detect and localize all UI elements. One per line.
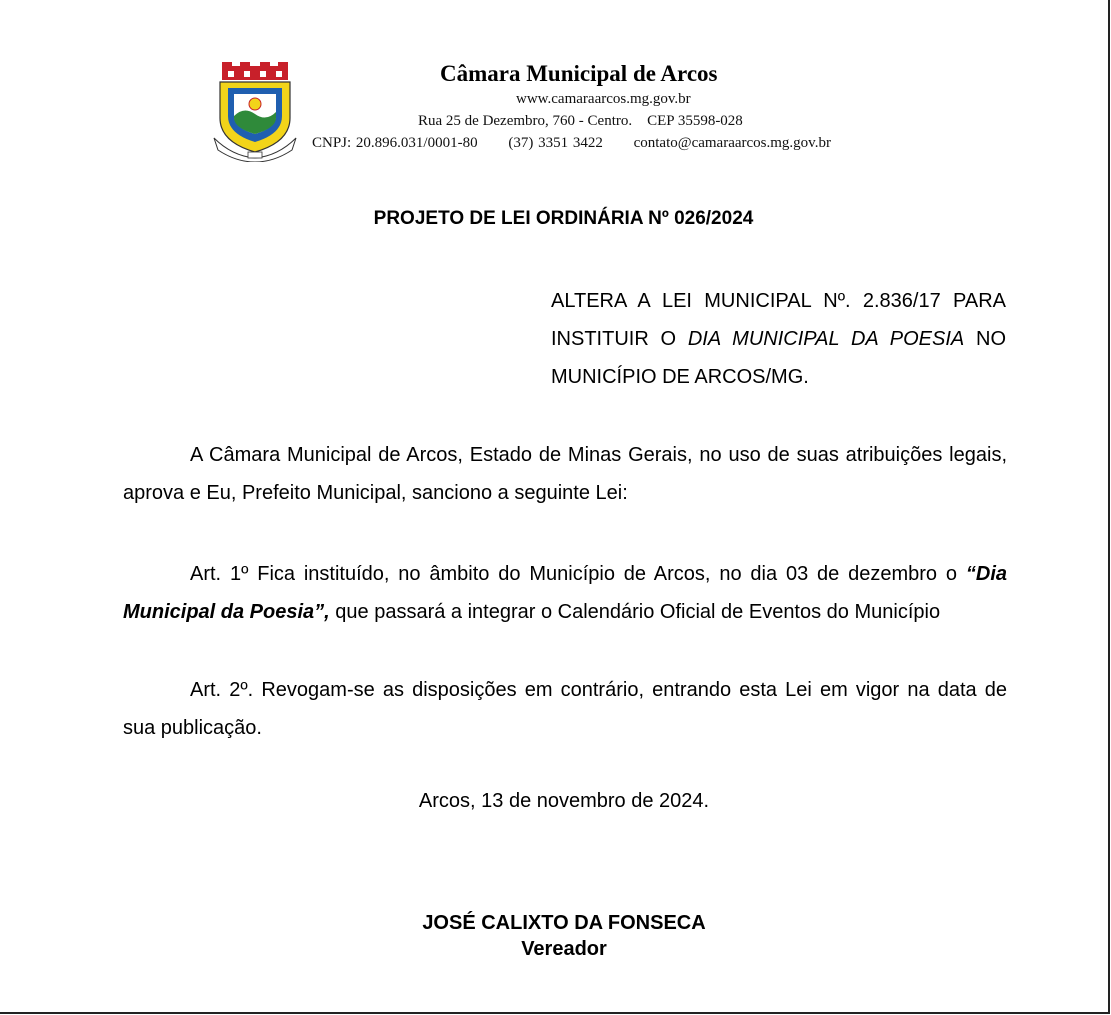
ementa-part1: ALTERA A LEI MUNICIPAL Nº. 2.836/17 PARA INSTITUIR O	[551, 290, 1006, 350]
article-2	[123, 671, 1007, 747]
cnpj: CNPJ: 20.896.031/0001-80	[312, 135, 478, 151]
ementa-italic: DIA MUNICIPAL DA POESIA	[687, 328, 965, 350]
signature-block	[0, 910, 1111, 962]
article-2-text: Art. 2º. Revogam-se as disposições em contrário, entrando esta Lei em vigor na data de sua publicação.	[123, 679, 1007, 739]
contact-line	[300, 132, 950, 154]
preamble-paragraph	[123, 436, 1007, 512]
document-title: PROJETO DE LEI ORDINÁRIA Nº 026/2024	[373, 208, 754, 229]
institution-name: Câmara Municipal de Arcos	[440, 61, 718, 86]
municipal-coat-of-arms-icon	[212, 60, 298, 162]
signer-role: Vereador	[521, 938, 607, 960]
ementa-part2: NO MUNICÍPIO DE ARCOS/MG.	[551, 328, 1006, 388]
website-link[interactable]: www.camaraarcos.mg.gov.br	[516, 91, 691, 107]
preamble-text: A Câmara Municipal de Arcos, Estado de Minas Gerais, no uso de suas atribuições legais, aprova e Eu, Prefeito Municipal, sanciono a seguinte Lei:	[123, 444, 1007, 504]
article-1	[123, 555, 1007, 631]
ementa	[551, 282, 1006, 396]
email-link[interactable]: contato@camaraarcos.mg.gov.br	[633, 135, 831, 151]
address-line	[300, 110, 950, 132]
article-1-part2: que passará a integrar o Calendário Oficial de Eventos do Município	[329, 601, 941, 623]
signer-name: JOSÉ CALIXTO DA FONSECA	[422, 912, 706, 934]
article-1-part1: Art. 1º Fica instituído, no âmbito do Município de Arcos, no dia 03 de dezembro o	[190, 563, 966, 585]
article-1-emphasis: “Dia Municipal da Poesia”,	[123, 563, 1007, 623]
phone-number: (37) 3351 3422	[508, 135, 603, 151]
postal-code: CEP 35598-028	[647, 113, 743, 129]
place-date: Arcos, 13 de novembro de 2024.	[418, 790, 710, 812]
street-address: Rua 25 de Dezembro, 760 - Centro.	[418, 113, 633, 129]
letterhead	[300, 60, 950, 154]
